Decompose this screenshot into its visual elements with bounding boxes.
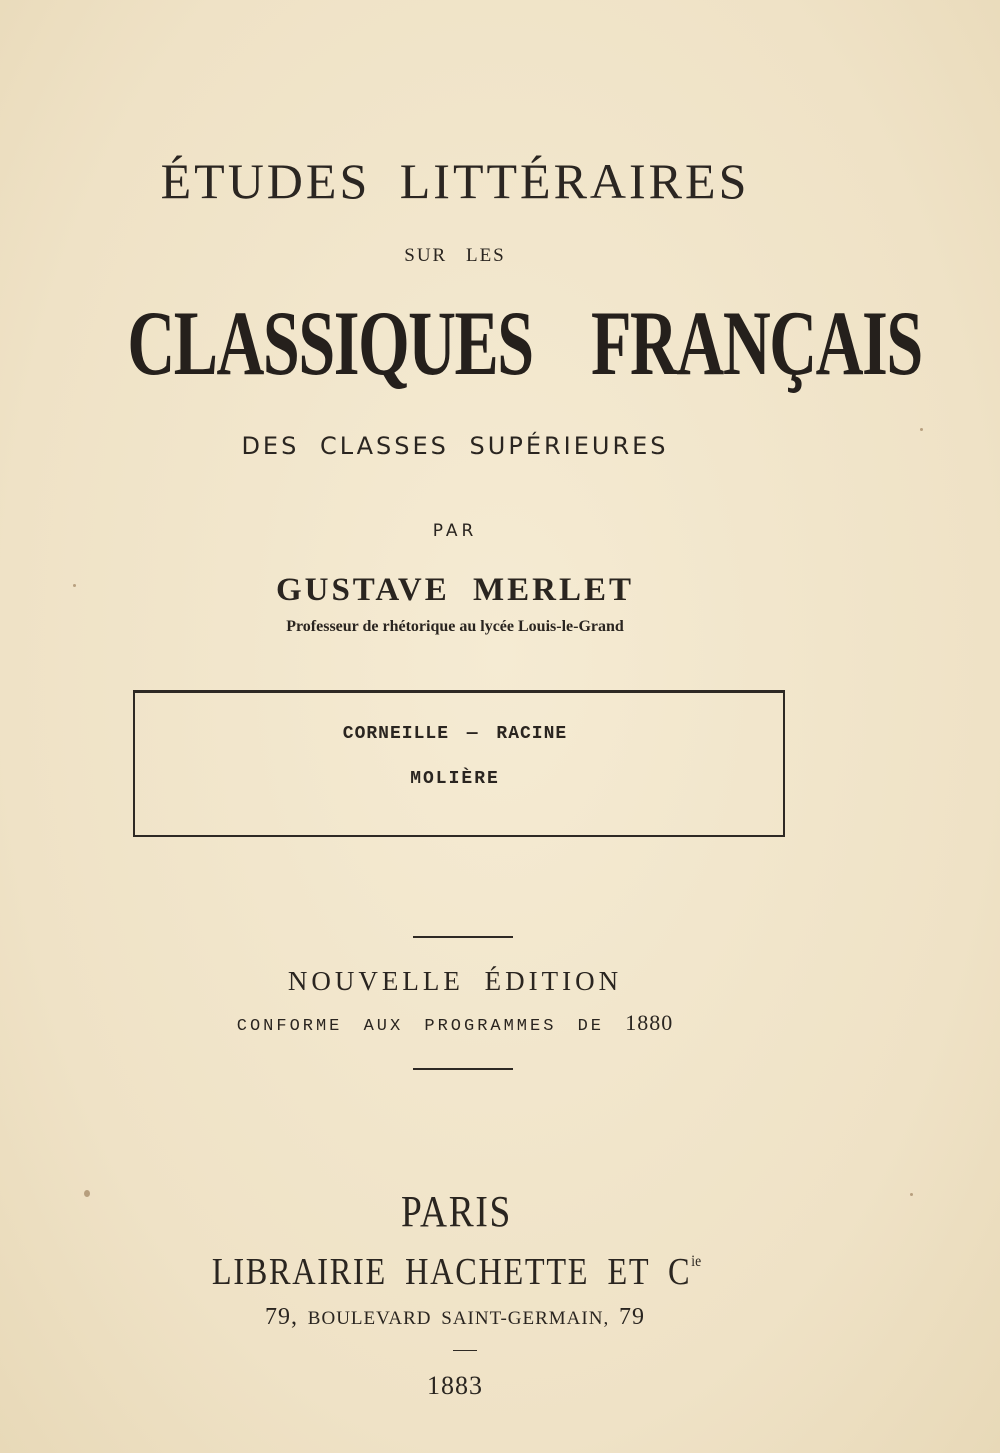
main-title-classiques-francais: CLASSIQUES FRANÇAIS <box>127 292 922 394</box>
publisher-name: LIBRAIRIE HACHETTE ET C <box>211 1251 692 1293</box>
address-number-start: 79, <box>265 1304 299 1330</box>
address-street: BOULEVARD SAINT-GERMAIN, <box>307 1308 610 1329</box>
publication-year: 1883 <box>427 1371 483 1400</box>
paper-foxing-spot <box>920 428 923 431</box>
paper-foxing-spot <box>910 1193 913 1196</box>
subjects-line-moliere: MOLIÈRE <box>410 769 500 789</box>
subjects-box <box>133 690 785 837</box>
publisher-superscript: ie <box>691 1253 702 1270</box>
edition-note-year: 1880 <box>625 1010 674 1035</box>
upper-divider-rule <box>413 936 513 938</box>
author-title: Professeur de rhétorique au lycée Louis-le-Grand <box>286 618 624 635</box>
paper-foxing-spot <box>84 1190 90 1197</box>
subjects-line-corneille-racine: CORNEILLE — RACINE <box>342 724 568 744</box>
city: PARIS <box>400 1187 513 1236</box>
lower-divider-rule <box>413 1068 513 1070</box>
edition-note <box>0 1010 910 1036</box>
by-label: PAR <box>432 521 478 541</box>
publisher <box>70 1250 844 1294</box>
subtitle-classes-superieures: DES CLASSES SUPÉRIEURES <box>241 432 669 460</box>
title-line-etudes-litteraires: ÉTUDES LITTÉRAIRES <box>160 153 750 209</box>
paper-foxing-spot <box>73 584 76 587</box>
publisher-address <box>0 1304 910 1331</box>
author-name: GUSTAVE MERLET <box>275 572 635 608</box>
edition-label: NOUVELLE ÉDITION <box>287 966 623 996</box>
edition-note-text: CONFORME AUX PROGRAMMES DE <box>236 1017 605 1036</box>
title-line-sur-les: SUR LES <box>404 245 506 266</box>
address-number-end: 79 <box>618 1304 645 1330</box>
short-divider-rule <box>453 1350 477 1351</box>
